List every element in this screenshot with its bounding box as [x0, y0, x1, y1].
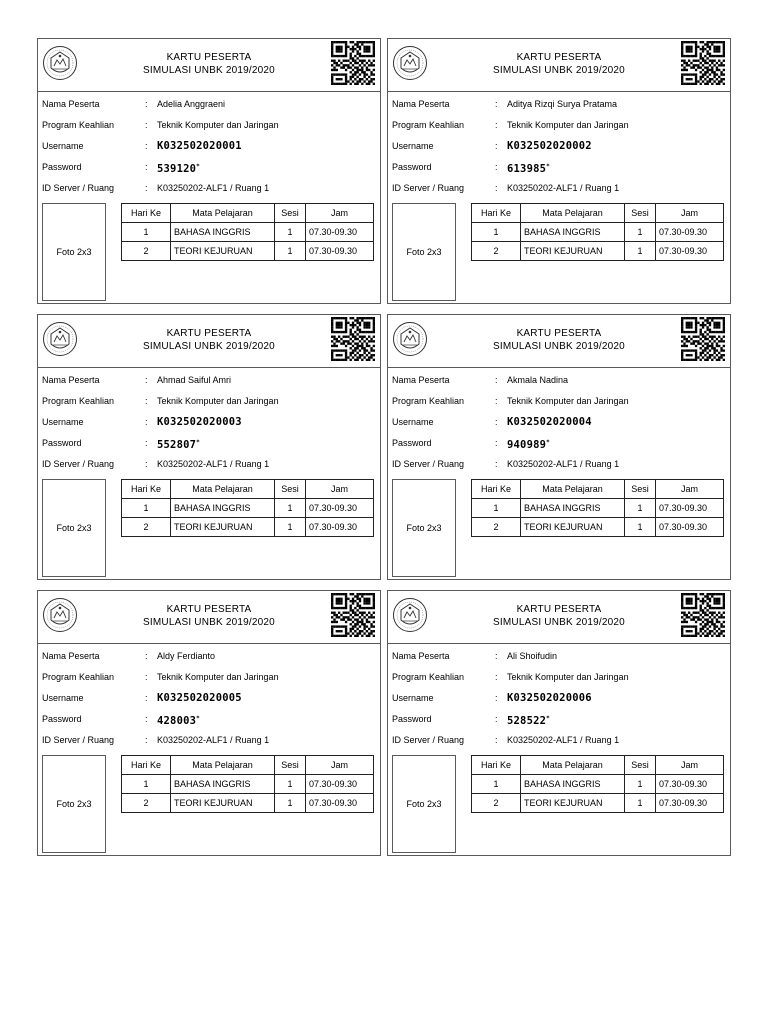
schedule-row — [122, 775, 374, 794]
password-label: Password — [42, 162, 82, 172]
session-cell: 1 — [625, 499, 656, 518]
col-header-day: Hari Ke — [122, 480, 171, 499]
time-cell: 07.30-09.30 — [306, 499, 374, 518]
participant-name: Adelia Anggraeni — [157, 99, 226, 109]
col-header-time: Jam — [656, 756, 724, 775]
program-label: Program Keahlian — [392, 120, 465, 130]
password-label: Password — [392, 438, 432, 448]
card-subtitle: SIMULASI UNBK 2019/2020 — [143, 340, 275, 352]
server-value: K03250202-ALF1 / Ruang 1 — [507, 459, 620, 469]
password-mark: * — [546, 439, 550, 446]
name-label: Nama Peserta — [392, 375, 450, 385]
time-cell: 07.30-09.30 — [656, 223, 724, 242]
col-header-day: Hari Ke — [122, 756, 171, 775]
time-cell: 07.30-09.30 — [656, 775, 724, 794]
exam-card — [387, 38, 731, 304]
info-row-username — [42, 137, 378, 158]
server-value: K03250202-ALF1 / Ruang 1 — [157, 459, 270, 469]
username-value: K032502020003 — [157, 416, 242, 428]
info-row-name — [392, 647, 728, 668]
time-cell: 07.30-09.30 — [306, 794, 374, 813]
qr-code-icon — [681, 41, 725, 85]
password-value — [507, 160, 550, 176]
password-mark: * — [546, 715, 550, 722]
card-subtitle: SIMULASI UNBK 2019/2020 — [493, 64, 625, 76]
info-row-username — [42, 413, 378, 434]
subject-cell: TEORI KEJURUAN — [171, 518, 275, 537]
col-header-subject: Mata Pelajaran — [521, 204, 625, 223]
schedule-row — [472, 794, 724, 813]
info-row-name — [42, 371, 378, 392]
password-text: 940989 — [507, 439, 547, 451]
subject-cell: BAHASA INGGRIS — [171, 223, 275, 242]
qr-code-icon — [331, 41, 375, 85]
subject-cell: TEORI KEJURUAN — [521, 518, 625, 537]
info-row-name — [392, 371, 728, 392]
colon: : — [145, 375, 148, 385]
session-cell: 1 — [275, 242, 306, 261]
info-row-program — [392, 392, 728, 413]
colon: : — [145, 183, 148, 193]
program-value: Teknik Komputer dan Jaringan — [507, 396, 629, 406]
card-header — [388, 39, 730, 92]
time-cell: 07.30-09.30 — [306, 223, 374, 242]
card-title: KARTU PESERTA — [166, 52, 252, 63]
time-cell: 07.30-09.30 — [306, 775, 374, 794]
schedule-header-row — [122, 480, 374, 499]
info-row-username — [392, 413, 728, 434]
info-row-server — [42, 455, 378, 476]
time-cell: 07.30-09.30 — [656, 499, 724, 518]
schedule-table — [471, 479, 724, 537]
col-header-subject: Mata Pelajaran — [171, 756, 275, 775]
school-emblem-icon — [392, 45, 428, 81]
col-header-time: Jam — [656, 480, 724, 499]
info-row-program — [392, 668, 728, 689]
col-header-time: Jam — [306, 204, 374, 223]
subject-cell: BAHASA INGGRIS — [171, 775, 275, 794]
subject-cell: TEORI KEJURUAN — [521, 794, 625, 813]
col-header-session: Sesi — [275, 480, 306, 499]
program-label: Program Keahlian — [42, 396, 115, 406]
day-cell: 2 — [472, 794, 521, 813]
card-header — [38, 315, 380, 368]
exam-card — [37, 38, 381, 304]
schedule-row — [472, 518, 724, 537]
password-text: 528522 — [507, 715, 547, 727]
program-value: Teknik Komputer dan Jaringan — [507, 120, 629, 130]
username-label: Username — [42, 693, 84, 703]
session-cell: 1 — [275, 775, 306, 794]
session-cell: 1 — [625, 223, 656, 242]
card-subtitle: SIMULASI UNBK 2019/2020 — [493, 340, 625, 352]
qr-code-icon — [681, 593, 725, 637]
info-row-password — [392, 158, 728, 179]
colon: : — [145, 735, 148, 745]
info-row-program — [42, 668, 378, 689]
colon: : — [145, 396, 148, 406]
schedule-row — [472, 223, 724, 242]
password-value — [157, 436, 200, 452]
exam-card — [387, 590, 731, 856]
schedule-header-row — [122, 204, 374, 223]
schedule-row — [122, 794, 374, 813]
info-row-password — [392, 710, 728, 731]
col-header-day: Hari Ke — [472, 480, 521, 499]
schedule-table — [121, 755, 374, 813]
card-header — [38, 591, 380, 644]
day-cell: 2 — [472, 242, 521, 261]
colon: : — [145, 459, 148, 469]
photo-placeholder — [42, 755, 106, 853]
col-header-subject: Mata Pelajaran — [171, 480, 275, 499]
username-label: Username — [42, 417, 84, 427]
session-cell: 1 — [625, 518, 656, 537]
photo-label: Foto 2x3 — [56, 799, 92, 809]
schedule-row — [472, 499, 724, 518]
schedule-header-row — [122, 756, 374, 775]
username-label: Username — [392, 141, 434, 151]
name-label: Nama Peserta — [392, 651, 450, 661]
exam-card — [387, 314, 731, 580]
col-header-time: Jam — [306, 756, 374, 775]
info-row-server — [392, 179, 728, 200]
info-row-name — [392, 95, 728, 116]
info-row-server — [42, 731, 378, 752]
participant-info — [392, 95, 728, 200]
subject-cell: TEORI KEJURUAN — [171, 794, 275, 813]
col-header-subject: Mata Pelajaran — [521, 480, 625, 499]
session-cell: 1 — [275, 223, 306, 242]
info-row-name — [42, 95, 378, 116]
username-label: Username — [392, 693, 434, 703]
program-value: Teknik Komputer dan Jaringan — [157, 120, 279, 130]
info-row-server — [42, 179, 378, 200]
participant-info — [42, 95, 378, 200]
card-title: KARTU PESERTA — [516, 604, 602, 615]
card-title: KARTU PESERTA — [516, 52, 602, 63]
schedule-header-row — [472, 756, 724, 775]
schedule-table — [471, 755, 724, 813]
participant-name: Ahmad Saiful Amri — [157, 375, 232, 385]
info-row-username — [392, 689, 728, 710]
qr-code-icon — [681, 317, 725, 361]
day-cell: 2 — [472, 518, 521, 537]
username-value: K032502020001 — [157, 140, 242, 152]
subject-cell: TEORI KEJURUAN — [171, 242, 275, 261]
photo-placeholder — [392, 755, 456, 853]
colon: : — [145, 120, 148, 130]
school-emblem-icon — [392, 597, 428, 633]
colon: : — [495, 141, 498, 151]
info-row-password — [42, 158, 378, 179]
school-emblem-icon — [392, 321, 428, 357]
schedule-table — [121, 479, 374, 537]
day-cell: 1 — [472, 499, 521, 518]
photo-label: Foto 2x3 — [56, 247, 92, 257]
participant-name: Aldy Ferdianto — [157, 651, 216, 661]
server-label: ID Server / Ruang — [392, 735, 465, 745]
colon: : — [495, 120, 498, 130]
schedule-row — [122, 242, 374, 261]
colon: : — [145, 693, 148, 703]
col-header-day: Hari Ke — [472, 756, 521, 775]
day-cell: 1 — [472, 775, 521, 794]
program-label: Program Keahlian — [42, 672, 115, 682]
day-cell: 2 — [122, 242, 171, 261]
server-label: ID Server / Ruang — [42, 735, 115, 745]
password-text: 428003 — [157, 715, 197, 727]
password-text: 539120 — [157, 163, 197, 175]
participant-name: Akmala Nadina — [507, 375, 569, 385]
password-mark: * — [546, 163, 550, 170]
info-row-program — [42, 116, 378, 137]
username-value: K032502020002 — [507, 140, 592, 152]
schedule-row — [472, 775, 724, 794]
col-header-subject: Mata Pelajaran — [521, 756, 625, 775]
info-row-password — [392, 434, 728, 455]
name-label: Nama Peserta — [392, 99, 450, 109]
photo-placeholder — [392, 479, 456, 577]
time-cell: 07.30-09.30 — [306, 242, 374, 261]
schedule-row — [472, 242, 724, 261]
info-row-username — [392, 137, 728, 158]
subject-cell: BAHASA INGGRIS — [521, 775, 625, 794]
colon: : — [495, 714, 498, 724]
col-header-session: Sesi — [625, 756, 656, 775]
card-header — [38, 39, 380, 92]
colon: : — [495, 417, 498, 427]
school-emblem-icon — [42, 45, 78, 81]
name-label: Nama Peserta — [42, 375, 100, 385]
session-cell: 1 — [275, 794, 306, 813]
col-header-session: Sesi — [625, 480, 656, 499]
photo-label: Foto 2x3 — [406, 523, 442, 533]
col-header-time: Jam — [656, 204, 724, 223]
col-header-subject: Mata Pelajaran — [171, 204, 275, 223]
username-value: K032502020005 — [157, 692, 242, 704]
exam-card — [37, 590, 381, 856]
photo-placeholder — [42, 479, 106, 577]
photo-label: Foto 2x3 — [406, 799, 442, 809]
time-cell: 07.30-09.30 — [656, 242, 724, 261]
colon: : — [495, 672, 498, 682]
colon: : — [495, 396, 498, 406]
colon: : — [495, 183, 498, 193]
password-label: Password — [42, 438, 82, 448]
info-row-server — [392, 731, 728, 752]
server-value: K03250202-ALF1 / Ruang 1 — [157, 735, 270, 745]
info-row-password — [42, 434, 378, 455]
day-cell: 1 — [472, 223, 521, 242]
colon: : — [145, 417, 148, 427]
participant-name: Aditya Rizqi Surya Pratama — [507, 99, 618, 109]
colon: : — [495, 735, 498, 745]
time-cell: 07.30-09.30 — [306, 518, 374, 537]
qr-code-icon — [331, 317, 375, 361]
schedule-header-row — [472, 480, 724, 499]
session-cell: 1 — [275, 499, 306, 518]
server-value: K03250202-ALF1 / Ruang 1 — [157, 183, 270, 193]
col-header-session: Sesi — [275, 204, 306, 223]
schedule-table — [121, 203, 374, 261]
session-cell: 1 — [275, 518, 306, 537]
day-cell: 2 — [122, 794, 171, 813]
server-label: ID Server / Ruang — [392, 183, 465, 193]
subject-cell: BAHASA INGGRIS — [521, 223, 625, 242]
photo-placeholder — [42, 203, 106, 301]
program-label: Program Keahlian — [392, 396, 465, 406]
colon: : — [145, 714, 148, 724]
col-header-session: Sesi — [625, 204, 656, 223]
subject-cell: TEORI KEJURUAN — [521, 242, 625, 261]
day-cell: 2 — [122, 518, 171, 537]
schedule-header-row — [472, 204, 724, 223]
program-value: Teknik Komputer dan Jaringan — [157, 396, 279, 406]
info-row-name — [42, 647, 378, 668]
col-header-session: Sesi — [275, 756, 306, 775]
school-emblem-icon — [42, 321, 78, 357]
col-header-time: Jam — [306, 480, 374, 499]
participant-info — [392, 371, 728, 476]
schedule-table — [471, 203, 724, 261]
program-label: Program Keahlian — [42, 120, 115, 130]
colon: : — [495, 651, 498, 661]
colon: : — [495, 459, 498, 469]
info-row-server — [392, 455, 728, 476]
photo-placeholder — [392, 203, 456, 301]
colon: : — [495, 375, 498, 385]
info-row-program — [392, 116, 728, 137]
password-mark: * — [196, 163, 200, 170]
session-cell: 1 — [625, 242, 656, 261]
server-label: ID Server / Ruang — [392, 459, 465, 469]
colon: : — [495, 438, 498, 448]
server-value: K03250202-ALF1 / Ruang 1 — [507, 183, 620, 193]
colon: : — [495, 162, 498, 172]
card-header — [388, 315, 730, 368]
card-subtitle: SIMULASI UNBK 2019/2020 — [493, 616, 625, 628]
username-value: K032502020004 — [507, 416, 592, 428]
col-header-day: Hari Ke — [472, 204, 521, 223]
colon: : — [145, 141, 148, 151]
card-title: KARTU PESERTA — [166, 604, 252, 615]
name-label: Nama Peserta — [42, 651, 100, 661]
card-subtitle: SIMULASI UNBK 2019/2020 — [143, 64, 275, 76]
info-row-password — [42, 710, 378, 731]
password-label: Password — [392, 714, 432, 724]
program-value: Teknik Komputer dan Jaringan — [507, 672, 629, 682]
colon: : — [145, 99, 148, 109]
schedule-row — [122, 499, 374, 518]
participant-info — [42, 371, 378, 476]
school-emblem-icon — [42, 597, 78, 633]
username-value: K032502020006 — [507, 692, 592, 704]
schedule-row — [122, 223, 374, 242]
info-row-program — [42, 392, 378, 413]
card-header — [388, 591, 730, 644]
day-cell: 1 — [122, 499, 171, 518]
password-value — [507, 436, 550, 452]
server-value: K03250202-ALF1 / Ruang 1 — [507, 735, 620, 745]
session-cell: 1 — [625, 775, 656, 794]
info-row-username — [42, 689, 378, 710]
username-label: Username — [392, 417, 434, 427]
card-title: KARTU PESERTA — [516, 328, 602, 339]
day-cell: 1 — [122, 223, 171, 242]
password-mark: * — [196, 715, 200, 722]
password-value — [507, 712, 550, 728]
password-text: 613985 — [507, 163, 547, 175]
time-cell: 07.30-09.30 — [656, 794, 724, 813]
time-cell: 07.30-09.30 — [656, 518, 724, 537]
name-label: Nama Peserta — [42, 99, 100, 109]
password-text: 552807 — [157, 439, 197, 451]
program-label: Program Keahlian — [392, 672, 465, 682]
password-mark: * — [196, 439, 200, 446]
colon: : — [145, 672, 148, 682]
photo-label: Foto 2x3 — [56, 523, 92, 533]
colon: : — [145, 162, 148, 172]
card-subtitle: SIMULASI UNBK 2019/2020 — [143, 616, 275, 628]
day-cell: 1 — [122, 775, 171, 794]
password-value — [157, 712, 200, 728]
server-label: ID Server / Ruang — [42, 459, 115, 469]
colon: : — [495, 693, 498, 703]
participant-name: Ali Shoifudin — [507, 651, 558, 661]
password-value — [157, 160, 200, 176]
schedule-row — [122, 518, 374, 537]
qr-code-icon — [331, 593, 375, 637]
username-label: Username — [42, 141, 84, 151]
photo-label: Foto 2x3 — [406, 247, 442, 257]
participant-info — [42, 647, 378, 752]
password-label: Password — [392, 162, 432, 172]
participant-info — [392, 647, 728, 752]
col-header-day: Hari Ke — [122, 204, 171, 223]
server-label: ID Server / Ruang — [42, 183, 115, 193]
colon: : — [495, 99, 498, 109]
session-cell: 1 — [625, 794, 656, 813]
colon: : — [145, 438, 148, 448]
program-value: Teknik Komputer dan Jaringan — [157, 672, 279, 682]
subject-cell: BAHASA INGGRIS — [171, 499, 275, 518]
colon: : — [145, 651, 148, 661]
password-label: Password — [42, 714, 82, 724]
subject-cell: BAHASA INGGRIS — [521, 499, 625, 518]
exam-card — [37, 314, 381, 580]
card-title: KARTU PESERTA — [166, 328, 252, 339]
